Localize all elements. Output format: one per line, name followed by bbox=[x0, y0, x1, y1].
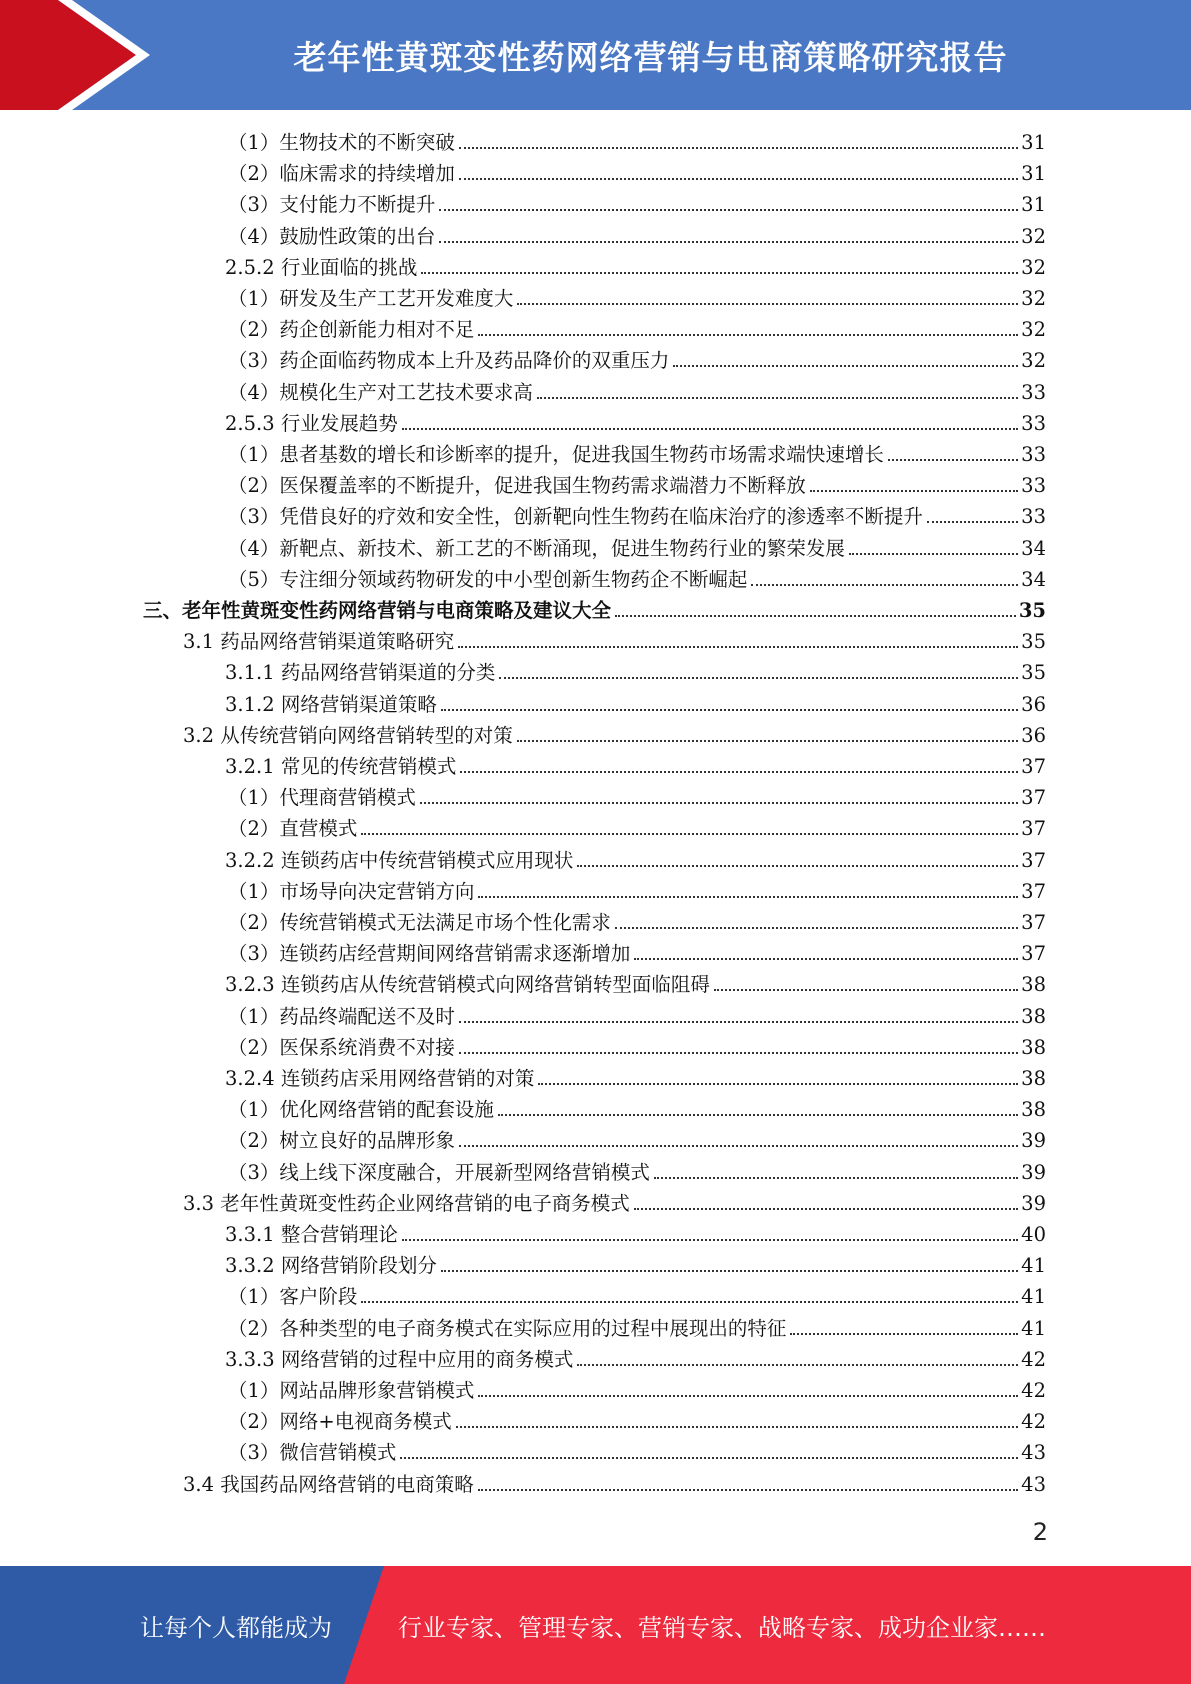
toc-entry-page: 38 bbox=[1021, 973, 1046, 997]
toc-dot-leader bbox=[751, 584, 1018, 586]
toc-entry[interactable] bbox=[228, 377, 1046, 408]
toc-entry-page: 43 bbox=[1021, 1472, 1046, 1496]
toc-entry-page: 31 bbox=[1021, 162, 1046, 186]
toc-entry-page: 41 bbox=[1021, 1316, 1046, 1340]
toc-entry-page: 39 bbox=[1021, 1160, 1046, 1184]
toc-dot-leader bbox=[537, 397, 1018, 399]
toc-entry[interactable] bbox=[228, 876, 1046, 907]
toc-entry-page: 37 bbox=[1021, 755, 1046, 778]
footer-slogan-left: 让每个人都能成为 bbox=[140, 1613, 332, 1642]
toc-entry-page: 33 bbox=[1021, 443, 1046, 466]
toc-dot-leader bbox=[499, 677, 1018, 679]
toc-dot-leader bbox=[654, 1177, 1018, 1179]
toc-dot-leader bbox=[420, 802, 1018, 804]
toc-entry-page: 38 bbox=[1021, 1035, 1046, 1059]
toc-entry-label: 三、老年性黄斑变性药网络营销与电商策略及建议大全 bbox=[143, 599, 612, 622]
report-title: 老年性黄斑变性药网络营销与电商策略研究报告 bbox=[293, 37, 1008, 77]
toc-entry-label: 3.1.1 药品网络营销渠道的分类 bbox=[225, 661, 496, 685]
toc-entry-page: 32 bbox=[1021, 255, 1046, 279]
toc-entry-page: 41 bbox=[1021, 1285, 1046, 1309]
toc-entry-label: 3.4 我国药品网络营销的电商策略 bbox=[183, 1472, 474, 1496]
toc-dot-leader bbox=[421, 272, 1018, 274]
toc-entry-label: 3.3 老年性黄斑变性药企业网络营销的电子商务模式 bbox=[183, 1191, 630, 1215]
toc-entry-page: 37 bbox=[1021, 848, 1046, 872]
toc-entry-page: 37 bbox=[1021, 786, 1046, 810]
toc-entry-label: （2）各种类型的电子商务模式在实际应用的过程中展现出的特征 bbox=[228, 1316, 787, 1340]
toc-entry-label: （1）客户阶段 bbox=[228, 1285, 358, 1309]
toc-entry-label: 3.2 从传统营销向网络营销转型的对策 bbox=[183, 723, 513, 747]
toc-dot-leader bbox=[441, 1270, 1018, 1272]
toc-entry[interactable] bbox=[228, 189, 1046, 220]
toc-entry-page: 35 bbox=[1021, 630, 1046, 654]
toc-entry-page: 31 bbox=[1021, 131, 1046, 154]
toc-dot-leader bbox=[478, 896, 1018, 898]
toc-dot-leader bbox=[478, 334, 1018, 336]
toc-entry-label: （2）医保系统消费不对接 bbox=[228, 1035, 455, 1059]
toc-dot-leader bbox=[615, 927, 1018, 929]
toc-entry-label: （2）药企创新能力相对不足 bbox=[228, 318, 475, 342]
toc-entry[interactable] bbox=[225, 969, 1046, 1000]
toc-entry[interactable] bbox=[183, 720, 1046, 751]
toc-entry-label: （4）新靶点、新技术、新工艺的不断涌现，促进生物药行业的繁荣发展 bbox=[228, 536, 845, 560]
toc-entry-label: （2）树立良好的品牌形象 bbox=[228, 1129, 455, 1153]
toc-dot-leader bbox=[439, 209, 1018, 211]
page-number: 2 bbox=[1032, 1518, 1048, 1546]
toc-entry[interactable] bbox=[225, 1344, 1046, 1375]
toc-entry-page: 38 bbox=[1021, 1067, 1046, 1090]
toc-entry-label: 3.3.3 网络营销的过程中应用的商务模式 bbox=[225, 1347, 574, 1371]
toc-entry-page: 35 bbox=[1018, 599, 1046, 622]
toc-dot-leader bbox=[361, 833, 1018, 835]
toc-entry-label: （1）优化网络营销的配套设施 bbox=[228, 1098, 494, 1122]
toc-entry[interactable] bbox=[228, 1125, 1046, 1156]
toc-entry[interactable] bbox=[228, 813, 1046, 844]
toc-entry[interactable] bbox=[228, 470, 1046, 501]
toc-entry[interactable] bbox=[228, 1001, 1046, 1032]
toc-dot-leader bbox=[634, 958, 1018, 960]
toc-entry-page: 39 bbox=[1021, 1191, 1046, 1215]
toc-entry-page: 32 bbox=[1021, 349, 1046, 373]
toc-entry-label: （1）药品终端配送不及时 bbox=[228, 1004, 455, 1028]
toc-entry[interactable] bbox=[228, 1375, 1046, 1406]
toc-dot-leader bbox=[478, 1395, 1018, 1397]
toc-entry-page: 31 bbox=[1021, 193, 1046, 217]
toc-dot-leader bbox=[615, 615, 1016, 617]
toc-entry-label: （1）市场导向决定营销方向 bbox=[228, 879, 475, 903]
toc-entry-page: 36 bbox=[1021, 723, 1046, 747]
toc-entry-label: （3）连锁药店经营期间网络营销需求逐渐增加 bbox=[228, 942, 631, 966]
toc-entry[interactable] bbox=[225, 1219, 1046, 1250]
toc-entry-page: 43 bbox=[1021, 1441, 1046, 1465]
toc-entry-page: 42 bbox=[1021, 1347, 1046, 1371]
toc-dot-leader bbox=[517, 303, 1018, 305]
toc-entry-page: 32 bbox=[1021, 224, 1046, 248]
footer-slogan-right: 行业专家、管理专家、营销专家、战略专家、成功企业家…… bbox=[398, 1613, 1046, 1642]
toc-entry-label: 3.2.3 连锁药店从传统营销模式向网络营销转型面临阻碍 bbox=[225, 973, 710, 997]
toc-entry-page: 33 bbox=[1021, 380, 1046, 404]
toc-dot-leader bbox=[458, 646, 1018, 648]
toc-dot-leader bbox=[810, 490, 1018, 492]
toc-entry[interactable] bbox=[225, 408, 1046, 439]
toc-entry[interactable] bbox=[228, 1406, 1046, 1437]
toc-entry[interactable] bbox=[228, 907, 1046, 938]
toc-entry-label: 2.5.2 行业面临的挑战 bbox=[225, 255, 418, 279]
toc-entry-label: （5）专注细分领域药物研发的中小型创新生物药企不断崛起 bbox=[228, 567, 748, 591]
toc-entry-page: 32 bbox=[1021, 287, 1046, 310]
toc-dot-leader bbox=[538, 1083, 1018, 1085]
toc-dot-leader bbox=[577, 1364, 1018, 1366]
toc-dot-leader bbox=[441, 709, 1018, 711]
toc-entry-page: 34 bbox=[1021, 536, 1046, 560]
toc-dot-leader bbox=[927, 521, 1018, 523]
toc-entry-label: （4）规模化生产对工艺技术要求高 bbox=[228, 380, 533, 404]
toc-entry[interactable] bbox=[225, 689, 1046, 720]
toc-entry-label: 3.1 药品网络营销渠道策略研究 bbox=[183, 630, 455, 654]
toc-entry[interactable] bbox=[228, 221, 1046, 252]
toc-entry-page: 42 bbox=[1021, 1379, 1046, 1402]
toc-entry[interactable] bbox=[228, 1032, 1046, 1063]
toc-entry[interactable] bbox=[228, 1313, 1046, 1344]
toc-entry-label: （3）凭借良好的疗效和安全性，创新靶向性生物药在临床治疗的渗透率不断提升 bbox=[228, 505, 923, 529]
toc-entry-page: 41 bbox=[1021, 1254, 1046, 1278]
toc-entry[interactable] bbox=[228, 1437, 1046, 1468]
toc-dot-leader bbox=[456, 1426, 1018, 1428]
toc-entry-page: 42 bbox=[1021, 1410, 1046, 1434]
toc-entry-page: 40 bbox=[1021, 1223, 1046, 1246]
toc-entry[interactable] bbox=[228, 533, 1046, 564]
toc-entry-label: （1）研发及生产工艺开发难度大 bbox=[228, 287, 514, 310]
toc-dot-leader bbox=[439, 241, 1018, 243]
toc-entry-label: （4）鼓励性政策的出台 bbox=[228, 224, 436, 248]
toc-dot-leader bbox=[478, 1489, 1018, 1491]
toc-entry-label: 3.2.2 连锁药店中传统营销模式应用现状 bbox=[225, 848, 574, 872]
toc-entry-label: （1）网站品牌形象营销模式 bbox=[228, 1379, 475, 1402]
toc-entry-label: 3.1.2 网络营销渠道策略 bbox=[225, 692, 437, 716]
toc-entry-page: 37 bbox=[1021, 911, 1046, 934]
toc-entry-label: 3.3.2 网络营销阶段划分 bbox=[225, 1254, 437, 1278]
toc-dot-leader bbox=[888, 459, 1018, 461]
toc-entry[interactable] bbox=[183, 626, 1046, 657]
toc-entry-label: 3.2.4 连锁药店采用网络营销的对策 bbox=[225, 1067, 535, 1090]
toc-entry-label: （2）直营模式 bbox=[228, 817, 358, 841]
toc-dot-leader bbox=[400, 1457, 1018, 1459]
toc-entry-label: 3.3.1 整合营销理论 bbox=[225, 1223, 398, 1246]
toc-entry[interactable] bbox=[228, 1281, 1046, 1312]
toc-entry-page: 33 bbox=[1021, 505, 1046, 529]
toc-entry[interactable] bbox=[225, 657, 1046, 688]
toc-dot-leader bbox=[577, 865, 1018, 867]
toc-entry-page: 34 bbox=[1021, 567, 1046, 591]
toc-entry-page: 38 bbox=[1021, 1098, 1046, 1122]
toc-entry-label: （1）患者基数的增长和诊断率的提升，促进我国生物药市场需求端快速增长 bbox=[228, 443, 884, 466]
toc-entry-page: 33 bbox=[1021, 474, 1046, 498]
toc-entry-label: （2）医保覆盖率的不断提升，促进我国生物药需求端潜力不断释放 bbox=[228, 474, 806, 498]
toc-dot-leader bbox=[673, 365, 1018, 367]
toc-dot-leader bbox=[402, 1239, 1018, 1241]
toc-entry[interactable] bbox=[225, 1063, 1046, 1094]
toc-dot-leader bbox=[361, 1301, 1018, 1303]
toc-dot-leader bbox=[790, 1333, 1018, 1335]
toc-entry-label: （2）网络+电视商务模式 bbox=[228, 1410, 452, 1434]
toc-entry[interactable] bbox=[228, 127, 1046, 158]
toc-entry-label: （1）代理商营销模式 bbox=[228, 786, 416, 810]
toc-dot-leader bbox=[459, 1145, 1018, 1147]
toc-entry-page: 37 bbox=[1021, 817, 1046, 841]
toc-entry[interactable] bbox=[225, 252, 1046, 283]
toc-dot-leader bbox=[634, 1208, 1018, 1210]
toc-entry-page: 38 bbox=[1021, 1004, 1046, 1028]
toc-entry[interactable] bbox=[183, 1469, 1046, 1500]
toc-entry-label: （3）药企面临药物成本上升及药品降价的双重压力 bbox=[228, 349, 670, 373]
toc-entry[interactable] bbox=[228, 1157, 1046, 1188]
toc-entry-label: （3）线上线下深度融合，开展新型网络营销模式 bbox=[228, 1160, 650, 1184]
toc-entry[interactable] bbox=[228, 283, 1046, 314]
toc-dot-leader bbox=[517, 740, 1018, 742]
toc-entry-page: 32 bbox=[1021, 318, 1046, 342]
toc-entry[interactable] bbox=[225, 751, 1046, 782]
toc-entry-label: （3）支付能力不断提升 bbox=[228, 193, 436, 217]
toc-entry[interactable] bbox=[228, 314, 1046, 345]
toc-dot-leader bbox=[498, 1114, 1018, 1116]
toc-entry-page: 37 bbox=[1021, 942, 1046, 966]
toc-dot-leader bbox=[459, 1021, 1018, 1023]
toc-entry-page: 36 bbox=[1021, 692, 1046, 716]
toc-entry-label: （2）临床需求的持续增加 bbox=[228, 162, 455, 186]
toc-entry[interactable] bbox=[228, 564, 1046, 595]
toc-entry-label: （3）微信营销模式 bbox=[228, 1441, 397, 1465]
toc-entry-page: 33 bbox=[1021, 411, 1046, 435]
toc-entry-label: （1）生物技术的不断突破 bbox=[228, 131, 455, 154]
toc-dot-leader bbox=[459, 1052, 1018, 1054]
toc-dot-leader bbox=[849, 553, 1018, 555]
toc-entry-label: 3.2.1 常见的传统营销模式 bbox=[225, 755, 457, 778]
toc-entry-page: 39 bbox=[1021, 1129, 1046, 1153]
toc-entry[interactable] bbox=[228, 501, 1046, 532]
toc-dot-leader bbox=[402, 428, 1018, 430]
toc-entry[interactable] bbox=[183, 1188, 1046, 1219]
toc-dot-leader bbox=[459, 147, 1018, 149]
toc-entry[interactable] bbox=[228, 938, 1046, 969]
toc-entry-label: （2）传统营销模式无法满足市场个性化需求 bbox=[228, 911, 611, 934]
toc-entry[interactable] bbox=[225, 845, 1046, 876]
toc-dot-leader bbox=[460, 771, 1018, 773]
toc-entry[interactable] bbox=[228, 439, 1046, 470]
toc-entry-page: 35 bbox=[1021, 661, 1046, 685]
toc-entry[interactable] bbox=[228, 158, 1046, 189]
toc-entry[interactable] bbox=[228, 782, 1046, 813]
toc-entry[interactable] bbox=[143, 595, 1046, 626]
page-footer bbox=[0, 1566, 1191, 1684]
toc-entry[interactable] bbox=[228, 345, 1046, 376]
toc-dot-leader bbox=[459, 178, 1018, 180]
toc-dot-leader bbox=[714, 989, 1018, 991]
toc-entry-label: 2.5.3 行业发展趋势 bbox=[225, 411, 398, 435]
page-header bbox=[0, 0, 1191, 110]
toc-entry-page: 37 bbox=[1021, 879, 1046, 903]
toc-entry[interactable] bbox=[225, 1250, 1046, 1281]
toc-entry[interactable] bbox=[228, 1094, 1046, 1125]
